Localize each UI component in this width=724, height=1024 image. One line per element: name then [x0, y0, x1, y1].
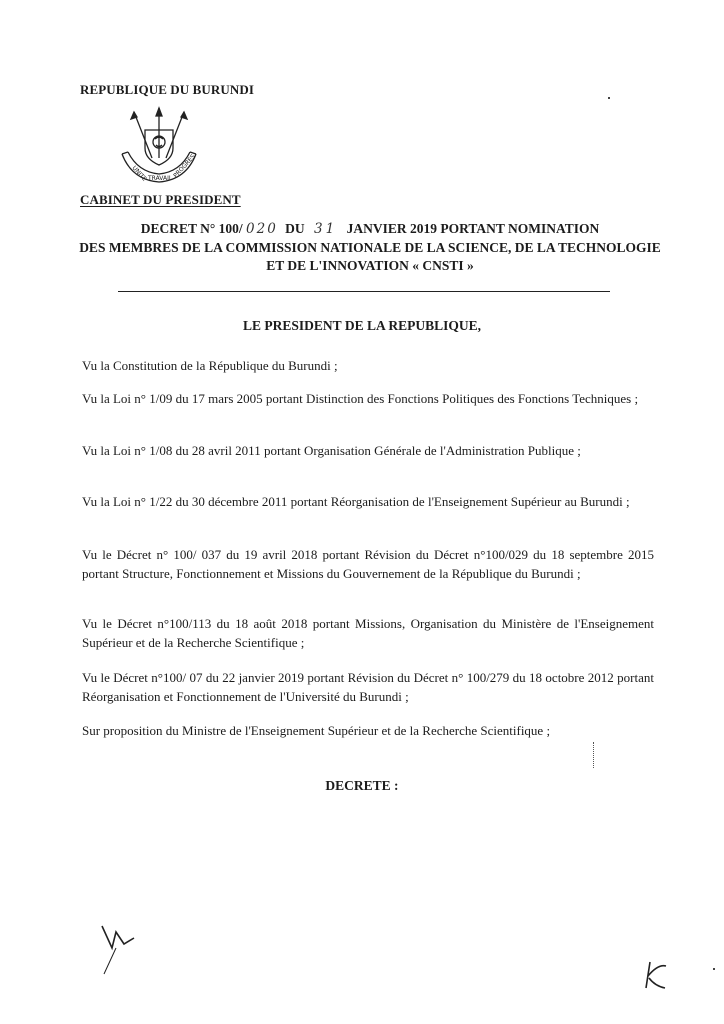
- decree-prefix: DECRET N° 100/: [140, 221, 243, 236]
- scan-artifact: [593, 742, 595, 768]
- country-name: REPUBLIQUE DU BURUNDI: [80, 82, 255, 97]
- initial-mark-right: [640, 958, 680, 994]
- decree-title-line-3: ET DE L'INNOVATION « CNSTI »: [266, 258, 474, 273]
- motto-progres: PROGRES: [172, 153, 197, 180]
- motto-unite: UNITE: [130, 164, 148, 183]
- handwritten-decree-number: 020: [246, 221, 278, 237]
- consideration-decret-037: Vu le Décret n° 100/ 037 du 19 avril 2018 portant Révision du Décret n°100/029 du 18 septembre 2015 portant Structure, Fonctionnement et Missions du Gouvernement de la République du Burundi ;: [82, 547, 654, 581]
- scan-dot: [608, 97, 610, 99]
- decree-du: DU: [285, 221, 305, 236]
- motto-travail: TRAVAIL: [148, 175, 173, 182]
- decree-title-line-1: [70, 220, 670, 239]
- decree-title-line-2: DES MEMBRES DE LA COMMISSION NATIONALE DE LA SCIENCE, DE LA TECHNOLOGIE: [79, 239, 661, 255]
- consideration-decret-113: Vu le Décret n°100/113 du 18 août 2018 portant Missions, Organisation du Ministère de l'Enseignement Supérieur et de la Recherche Scientifique ;: [82, 616, 654, 650]
- decree-title: [70, 220, 670, 276]
- consideration-proposition: Sur proposition du Ministre de l'Enseignement Supérieur et de la Recherche Scientifique ;: [82, 723, 551, 738]
- scan-dot-right: [713, 968, 715, 970]
- consideration-decret-07: Vu le Décret n°100/ 07 du 22 janvier 2019 portant Révision du Décret n° 100/279 du 18 octobre 2012 portant Réorganisation et Fonctionnement de l'Université du Burundi ;: [82, 670, 654, 704]
- decree-title-suffix: JANVIER 2019 PORTANT NOMINATION: [346, 221, 600, 236]
- cabinet-name: CABINET DU PRESIDENT: [80, 192, 241, 207]
- handwritten-day: 31: [314, 221, 338, 237]
- consideration-constitution: Vu la Constitution de la République du Burundi ;: [82, 358, 338, 373]
- president-heading: LE PRESIDENT DE LA REPUBLIQUE,: [243, 318, 481, 333]
- initial-mark-left: [96, 918, 140, 980]
- title-divider: [118, 291, 610, 292]
- decrete-heading: DECRETE :: [325, 778, 399, 793]
- consideration-loi-1-09: Vu la Loi n° 1/09 du 17 mars 2005 portant Distinction des Fonctions Politiques des Fonctions Techniques ;: [82, 391, 639, 406]
- consideration-loi-1-08: Vu la Loi n° 1/08 du 28 avril 2011 portant Organisation Générale de l'Administration Publique ;: [82, 443, 581, 458]
- coat-of-arms-emblem: [112, 106, 206, 188]
- consideration-loi-1-22: Vu la Loi n° 1/22 du 30 décembre 2011 portant Réorganisation de l'Enseignement Supérieur au Burundi ;: [82, 494, 630, 509]
